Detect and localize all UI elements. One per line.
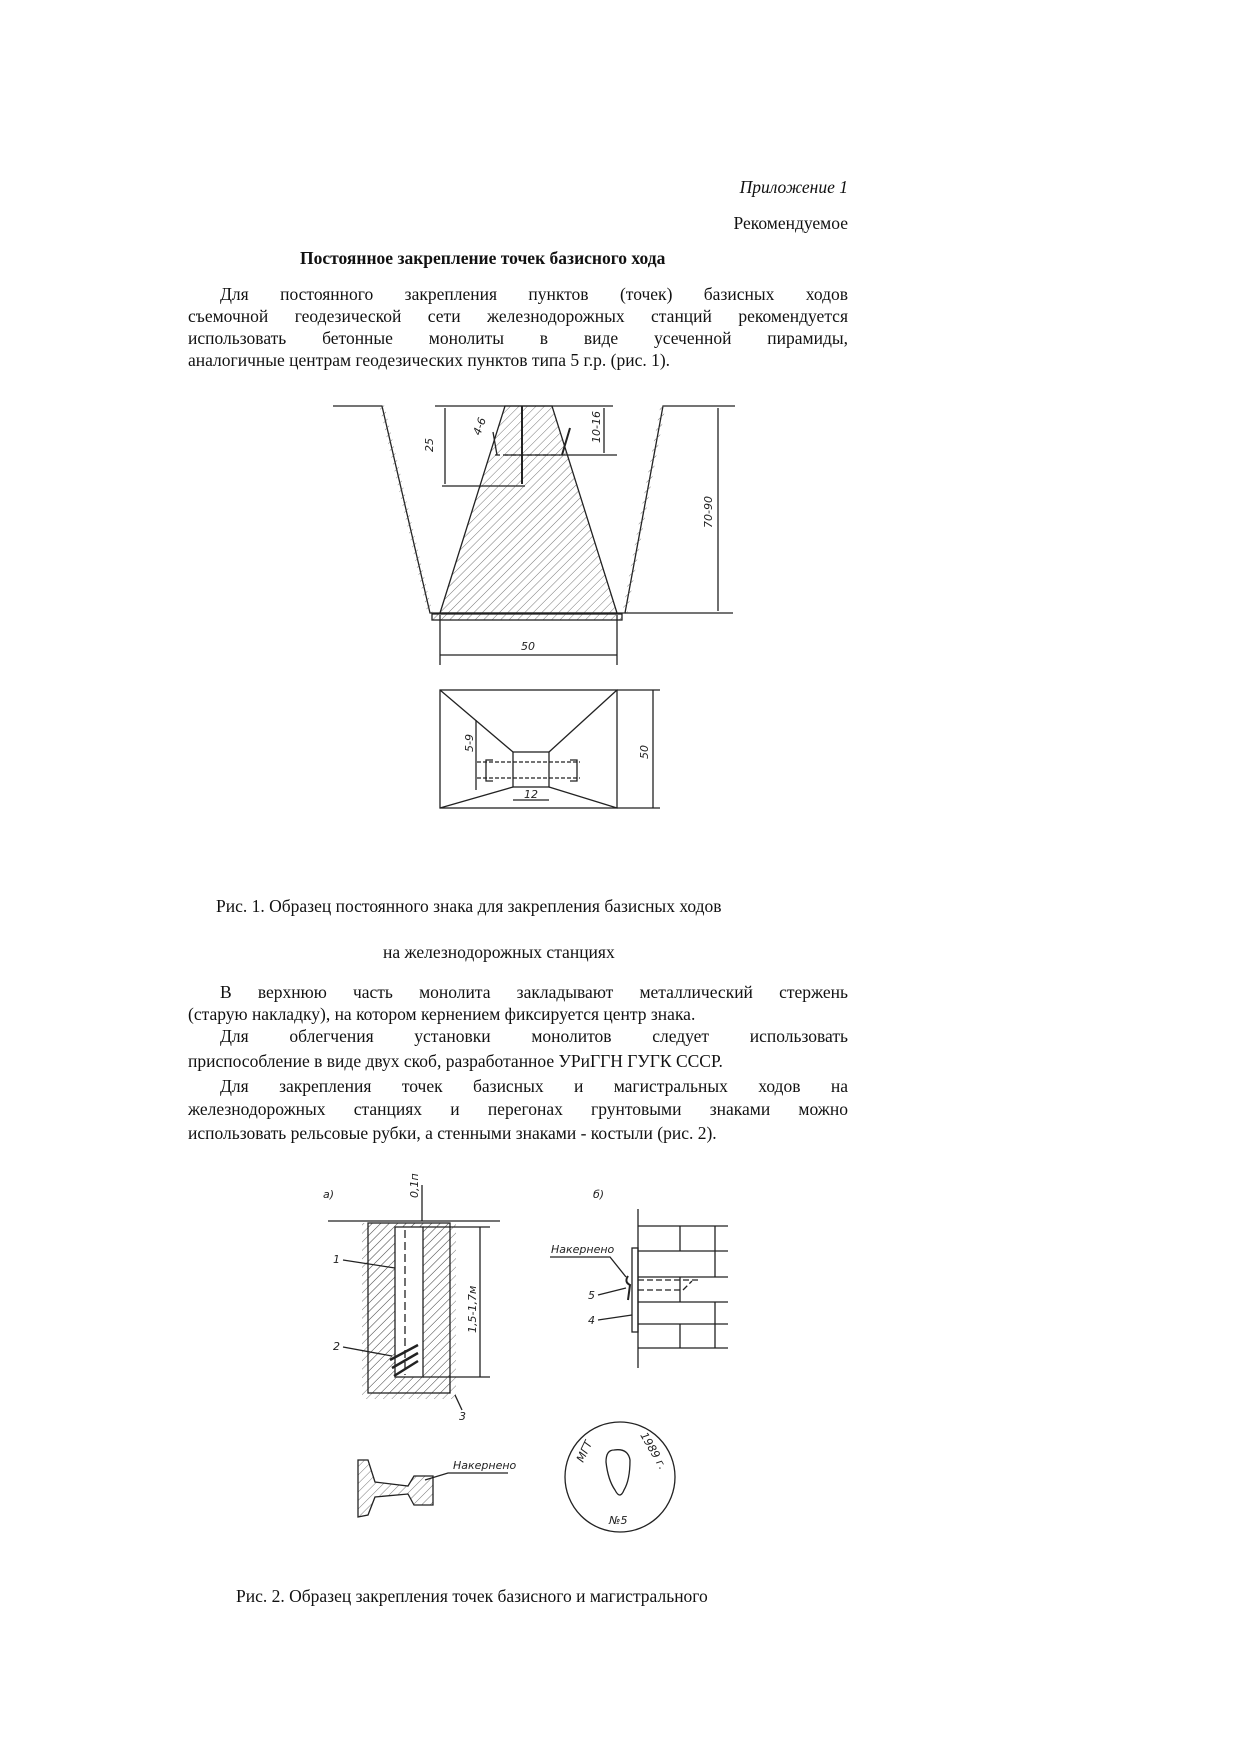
- text-line: съемочной геодезической сети железнодорожных станций рекомендуется: [188, 306, 848, 326]
- dim-1-5-1-7: 1,5-1,7м: [466, 1285, 479, 1333]
- figure1-caption-line2: на железнодорожных станциях: [383, 942, 615, 962]
- label-b: б): [593, 1188, 605, 1201]
- dim-4-6: 4-6: [470, 415, 489, 438]
- dim-50-width: 50: [521, 640, 535, 653]
- dim-12: 12: [524, 788, 538, 801]
- callout-4: 4: [588, 1314, 595, 1327]
- punched-label-rail: Накернено: [453, 1459, 517, 1472]
- figure2-caption: Рис. 2. Образец закрепления точек базисного и магистрального: [236, 1586, 708, 1606]
- figure1-caption-line1: Рис. 1. Образец постоянного знака для закрепления базисных ходов: [216, 896, 722, 916]
- callout-5: 5: [588, 1289, 595, 1302]
- plate-org: МГТ: [573, 1438, 596, 1465]
- figure1-section-diagram: [333, 406, 735, 665]
- text-line: аналогичные центрам геодезических пунктов типа 5 г.р. (рис. 1).: [188, 350, 671, 370]
- appendix-label: Приложение 1: [739, 177, 848, 197]
- text-line: Для облегчения установки монолитов следует использовать: [220, 1026, 848, 1046]
- dim-10-16: 10-16: [590, 411, 603, 443]
- dim-50-plan: 50: [638, 745, 651, 759]
- text-line: использовать бетонные монолиты в виде усеченной пирамиды,: [188, 328, 848, 348]
- text-line: (старую накладку), на котором кернением фиксируется центр знака.: [188, 1004, 696, 1024]
- dim-5-9: 5-9: [463, 734, 476, 752]
- figure2b-wall-mark-diagram: [550, 1209, 728, 1532]
- plate-year: 1989 г.: [637, 1430, 670, 1472]
- text-line: В верхнюю часть монолита закладывают металлический стержень: [220, 982, 848, 1002]
- recommended-label: Рекомендуемое: [733, 213, 848, 233]
- text-line: Для постоянного закрепления пунктов (точек) базисных ходов: [220, 284, 848, 304]
- plate-number: №5: [609, 1514, 628, 1527]
- text-line: железнодорожных станциях и перегонах грунтовыми знаками можно: [188, 1099, 848, 1119]
- text-line: Для закрепления точек базисных и магистральных ходов на: [220, 1076, 848, 1096]
- dim-70-90: 70-90: [702, 496, 715, 528]
- text-line: использовать рельсовые рубки, а стенными знаками - костыли (рис. 2).: [188, 1123, 717, 1143]
- callout-3: 3: [459, 1410, 466, 1423]
- dim-0-1: 0,1п: [408, 1173, 421, 1198]
- page-title: Постоянное закрепление точек базисного хода: [300, 248, 666, 268]
- text-line: приспособление в виде двух скоб, разработанное УРиГГН ГУГК СССР.: [188, 1051, 723, 1071]
- dim-25: 25: [423, 438, 436, 452]
- punched-label-wall: Накернено: [551, 1243, 615, 1256]
- callout-1: 1: [333, 1253, 340, 1266]
- label-a: а): [323, 1188, 335, 1201]
- callout-2: 2: [333, 1340, 340, 1353]
